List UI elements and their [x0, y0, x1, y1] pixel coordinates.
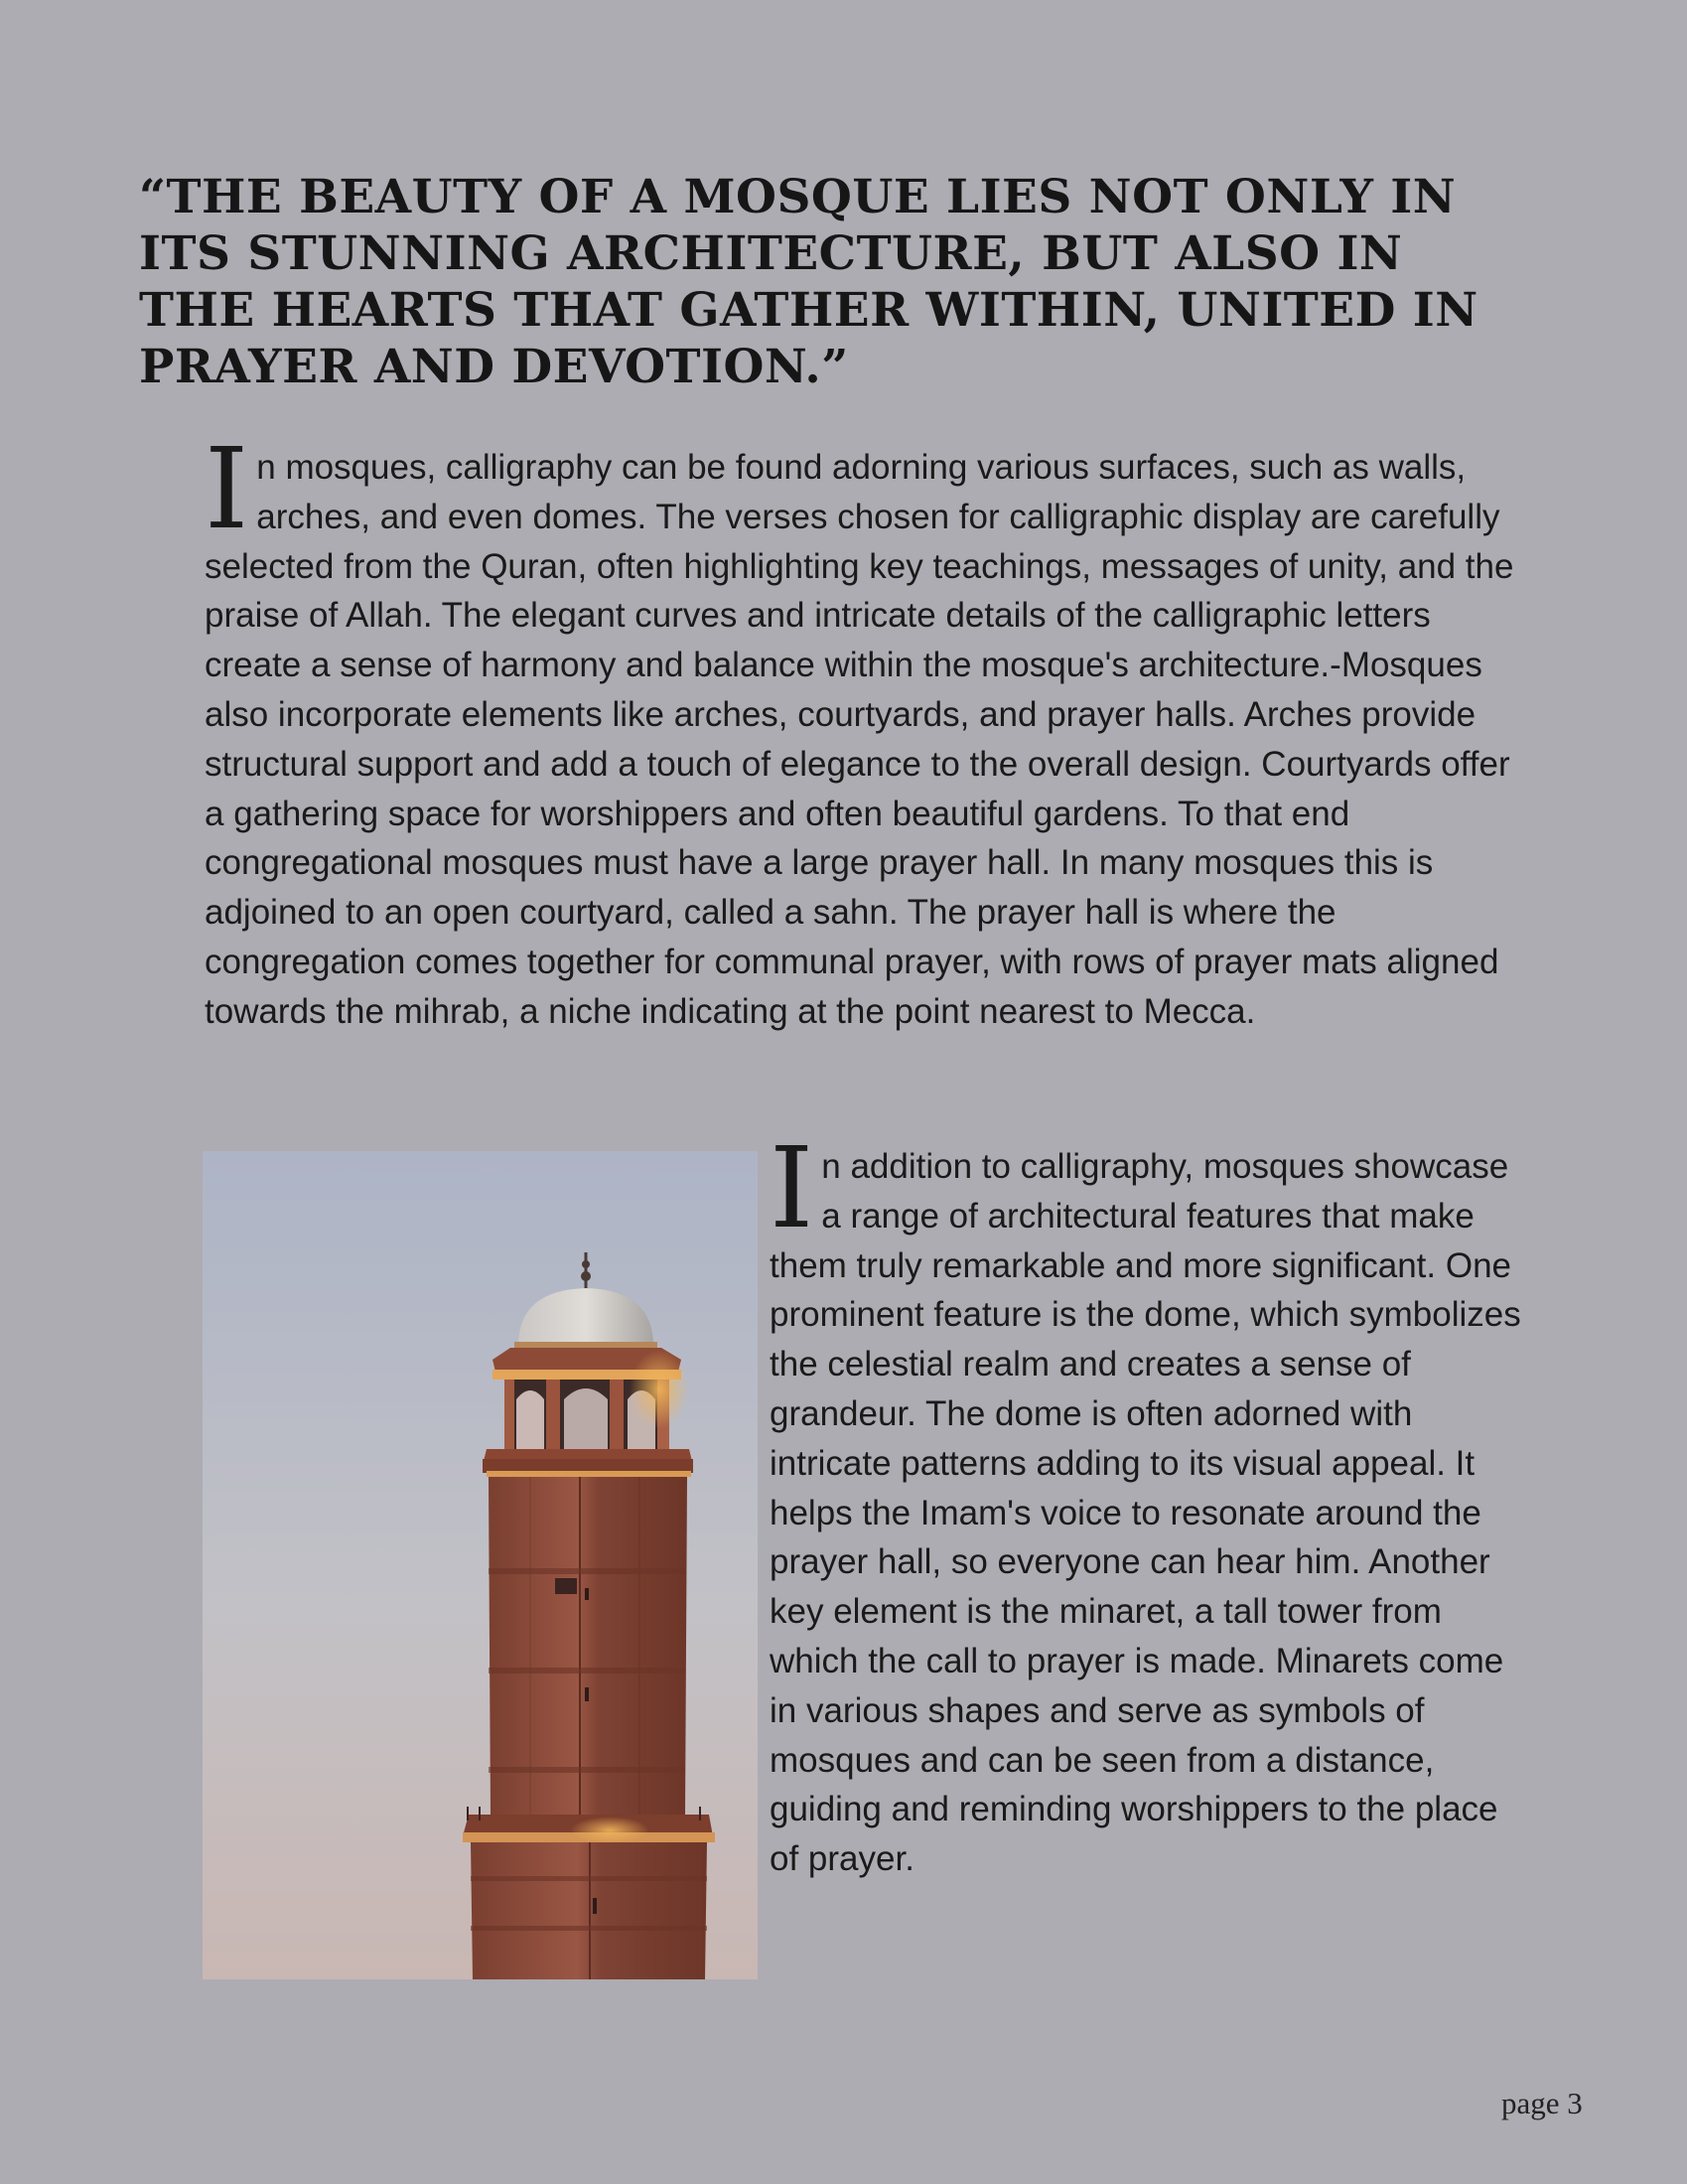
minaret-photo: [203, 1151, 758, 1979]
body-paragraph-calligraphy: [205, 425, 1525, 1037]
minaret-illustration: [203, 1151, 758, 1979]
paragraph-text: n addition to calligraphy, mosques showcase a range of architectural features that make them truly remarkable and more significant. One prominent feature is the dome, which symbolizes the celestial realm and creates a sense of grandeur. The dome is often adorned with intricate patterns adding to its visual appeal. It helps the Imam's voice to resonate around the prayer hall, so everyone can hear him. Another key element is the minaret, a tall tower from which the call to prayer is made. Minarets come in various shapes and serve as symbols of mosques and can be seen from a distance, guiding and reminding worshippers to the place of prayer.: [770, 1147, 1521, 1879]
drop-cap: I: [205, 425, 249, 554]
pull-quote: “THE BEAUTY OF A MOSQUE LIES NOT ONLY IN ITS STUNNING ARCHITECTURE, BUT ALSO IN THE HEARTS THAT GATHER WITHIN, UNITED IN PRAYER AND DEVOTION.”: [139, 170, 1478, 394]
drop-cap: I: [770, 1124, 814, 1253]
page-number: page 3: [1501, 2086, 1583, 2120]
body-paragraph-architecture: [770, 1124, 1524, 1884]
paragraph-text: n mosques, calligraphy can be found adorning various surfaces, such as walls, arches, and even domes. The verses chosen for calligraphic display are carefully selected from the Quran, often highlighting key teachings, messages of unity, and the praise of Allah. The elegant curves and intricate details of the calligraphic letters create a sense of harmony and balance within the mosque's architecture.-Mosques also incorporate elements like arches, courtyards, and prayer halls. Arches provide structural support and add a touch of elegance to the overall design. Courtyards offer a gathering space for worshippers and often beautiful gardens. To that end congregational mosques must have a large prayer hall. In many mosques this is adjoined to an open courtyard, called a sahn. The prayer hall is where the congregation comes together for communal prayer, with rows of prayer mats aligned towards the mihrab, a niche indicating at the point nearest to Mecca.: [205, 448, 1514, 1031]
